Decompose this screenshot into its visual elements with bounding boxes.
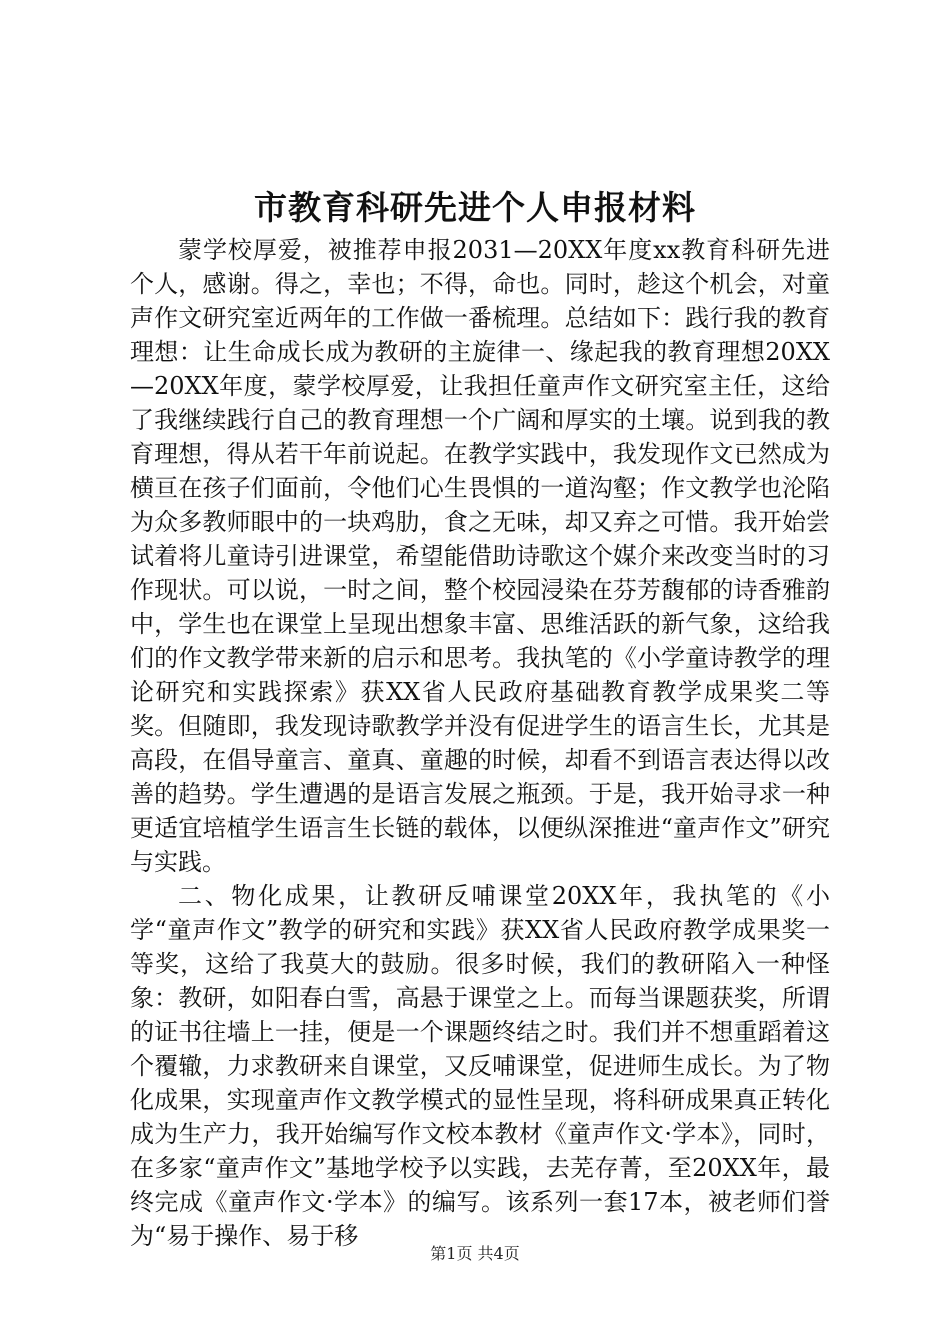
- page-title: 市教育科研先进个人申报材料: [254, 188, 696, 227]
- paragraph-1: 蒙学校厚爱，被推荐申报2031—20XX年度xx教育科研先进个人，感谢。得之，幸也；不得，命也。同时，趁这个机会，对童声作文研究室近两年的工作做一番梳理。总结如下：践行我的教育理想：让生命成长成为教研的主旋律一、缘起我的教育理想20XX—20XX年度，蒙学校厚爱，让我担任童声作文研究室主任，这给了我继续践行自己的教育理想一个广阔和厚实的土壤。说到我的教育理想，得从若干年前说起。在教学实践中，我发现作文已然成为横亘在孩子们面前，令他们心生畏惧的一道沟壑；作文教学也沦陷为众多教师眼中的一块鸡肋，食之无味，却又弃之可惜。我开始尝试着将儿童诗引进课堂，希望能借助诗歌这个媒介来改变当时的习作现状。可以说，一时之间，整个校园浸染在芬芳馥郁的诗香雅韵中，学生也在课堂上呈现出想象丰富、思维活跃的新气象，这给我们的作文教学带来新的启示和思考。我执笔的《小学童诗教学的理论研究和实践探索》获XX省人民政府基础教育教学成果奖二等奖。但随即，我发现诗歌教学并没有促进学生的语言生长，尤其是高段，在倡导童言、童真、童趣的时候，却看不到语言表达得以改善的趋势。学生遭遇的是语言发展之瓶颈。于是，我开始寻求一种更适宜培植学生语言生长链的载体，以便纵深推进“童声作文”研究与实践。: [130, 236, 830, 876]
- document-body: [130, 233, 830, 1253]
- paragraph-2: 二、物化成果，让教研反哺课堂20XX年，我执笔的《小学“童声作文”教学的研究和实践》获XX省人民政府教学成果奖一等奖，这给了我莫大的鼓励。很多时候，我们的教研陷入一种怪象：教研，如阳春白雪，高悬于课堂之上。而每当课题获奖，所谓的证书往墙上一挂，便是一个课题终结之时。我们并不想重蹈着这个覆辙，力求教研来自课堂，又反哺课堂，促进师生成长。为了物化成果，实现童声作文教学模式的显性呈现，将科研成果真正转化成为生产力，我开始编写作文校本教材《童声作文·学本》，同时，在多家“童声作文”基地学校予以实践，去芜存菁，至20XX年，最终完成《童声作文·学本》的编写。该系列一套17本，被老师们誉为“易于操作、易于移: [130, 882, 830, 1250]
- page-footer: 第1页 共4页: [430, 1244, 520, 1263]
